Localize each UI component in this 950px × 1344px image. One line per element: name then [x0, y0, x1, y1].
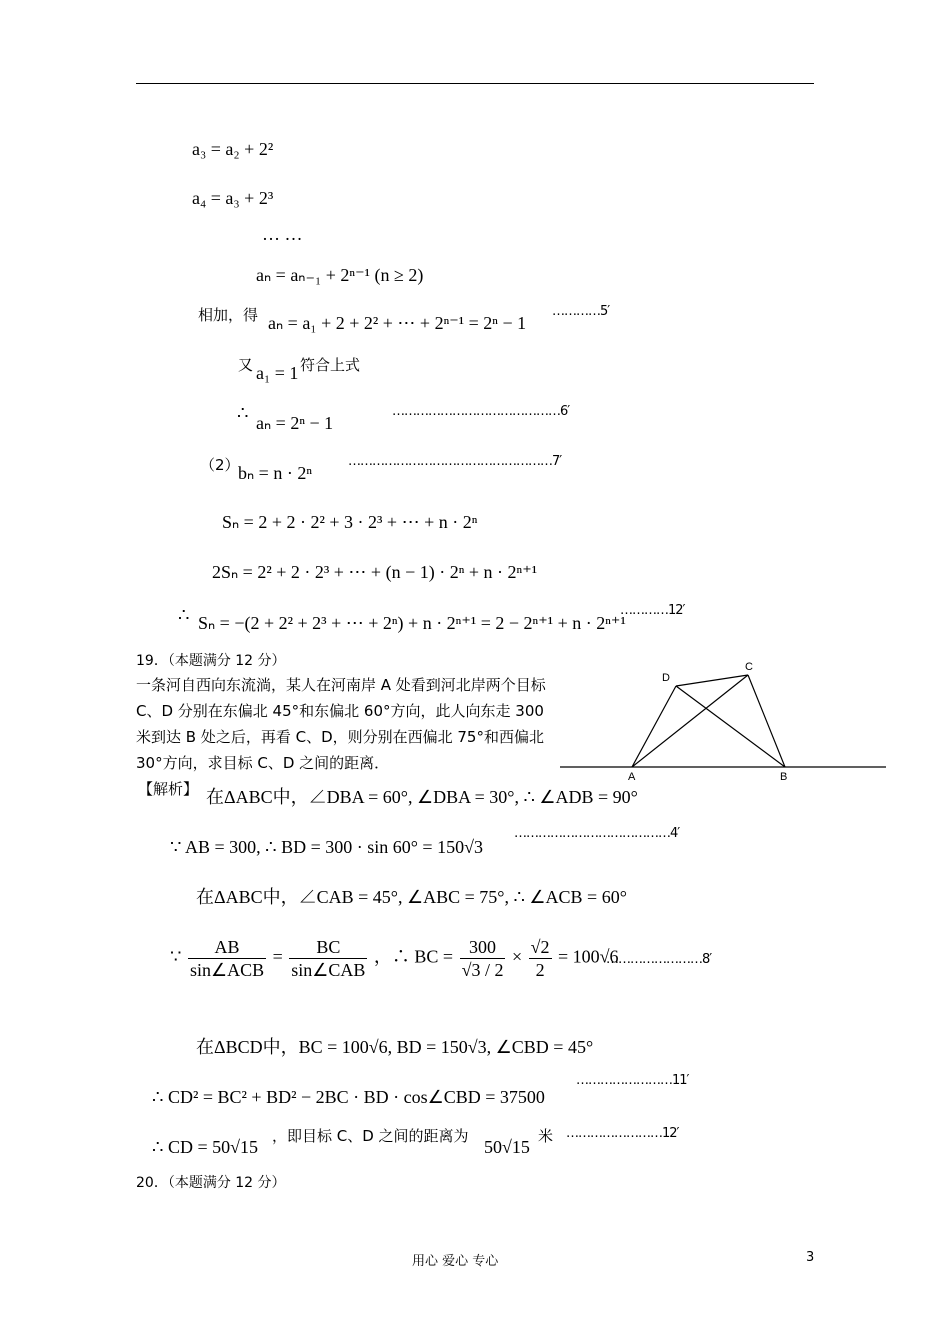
equation-a1: a₁ = 1 [256, 363, 299, 383]
fraction-denominator: sin∠ACB [189, 960, 265, 980]
solution-step-6: ∴ CD² = BC² + BD² − 2BC · BD · cos∠CBD = 37500 [152, 1087, 545, 1107]
because-symbol: ∵ [170, 946, 182, 967]
score-mark-6: ……………………………………6′ [392, 404, 570, 419]
equation-bn: bₙ = n · 2ⁿ [238, 463, 312, 483]
point-c-label: C [745, 661, 753, 673]
score-mark-12b: ……………………12′ [566, 1126, 679, 1141]
solution-step-5: 在ΔBCD中，BC = 100√6, BD = 150√3, ∠CBD = 45° [196, 1037, 594, 1057]
solution-step-1: 在ΔABC中，∠DBA = 60°, ∠DBA = 30°, ∴ ∠ADB = 90° [206, 787, 638, 807]
equation-an-closed: aₙ = 2ⁿ − 1 [256, 413, 334, 433]
score-mark-12a: …………12′ [620, 603, 685, 618]
fraction-numerator: 300 [469, 937, 497, 957]
equation-a4: a₄ = a₃ + 2³ [192, 188, 274, 208]
fraction-denominator: 2 [529, 958, 552, 981]
analysis-tag: 【解析】 [138, 780, 199, 798]
score-mark-8: ……………………8′ [606, 952, 712, 967]
solution-step-7-cd: ∴ CD = 50√15 [152, 1137, 258, 1157]
ellipsis: … … [262, 224, 303, 244]
equation-an-recursive: aₙ = aₙ₋₁ + 2ⁿ⁻¹ (n ≥ 2) [256, 265, 424, 285]
page-number: 3 [806, 1250, 815, 1265]
solution-step-2: ∵ AB = 300, ∴ BD = 300 · sin 60° = 150√3 [170, 837, 483, 857]
score-mark-4: …………………………………4′ [514, 826, 680, 841]
header-rule [136, 83, 814, 84]
therefore-bc-text: ，∴ BC = [373, 946, 454, 967]
label-fits: 符合上式 [300, 356, 361, 374]
fraction-denominator: √3 / 2 [461, 960, 504, 980]
fraction-numerator: √2 [530, 937, 550, 957]
question-20-heading: 20．（本题满分 12 分） [136, 1175, 286, 1191]
point-b-label: B [780, 771, 788, 783]
fraction-root2-over-2 [529, 936, 552, 981]
equation-2sn: 2Sₙ = 2² + 2 · 2³ + ⋯ + (n − 1) · 2ⁿ + n · 2ⁿ⁺¹ [212, 562, 538, 582]
label-sum: 相加，得 [198, 306, 259, 324]
equation-sn-result: Sₙ = −(2 + 2² + 2³ + ⋯ + 2ⁿ) + n · 2ⁿ⁺¹ = 2 − 2ⁿ⁺¹ + n · 2ⁿ⁺¹ [198, 613, 626, 633]
score-mark-5: …………5′ [552, 304, 610, 319]
river-diagram [560, 660, 890, 785]
equation-a3: a₃ = a₂ + 2² [192, 139, 274, 159]
bc-result: = 100√6 [558, 946, 619, 967]
score-mark-11: ……………………11′ [576, 1073, 689, 1088]
fraction-denominator: sin∠CAB [291, 960, 366, 980]
solution-step-4: ∵ $\frac{AB}{\text{sin∠ACB}}$ = $\frac{BC}{\text{sin∠CAB}}$ ，∴ BC = $\frac{300}{√3 / 2}$ × $\frac{√2}{2}$ = 100√6 [170, 937, 619, 980]
therefore-symbol-2: ∴ [178, 605, 190, 625]
fraction-300-over-root3-half [460, 936, 506, 981]
solution-step-7-text: ，即目标 C、D 之间的距离为 [272, 1127, 469, 1145]
footer-slogan: 用心 爱心 专心 [412, 1254, 499, 1269]
label-again: 又 [238, 356, 254, 374]
therefore-symbol: ∴ [237, 403, 249, 423]
fraction-bc-over-sin-cab [289, 936, 367, 981]
point-d-label: D [662, 672, 670, 684]
line-dc [676, 675, 748, 686]
line-ad [632, 686, 676, 767]
point-a-label: A [628, 771, 636, 783]
fraction-ab-over-sin-acb [188, 936, 266, 981]
question-19-heading: 19．（本题满分 12 分） [136, 653, 286, 669]
solution-step-7-value: 50√15 [484, 1137, 530, 1157]
equation-sn: Sₙ = 2 + 2 · 2² + 3 · 2³ + ⋯ + n · 2ⁿ [222, 512, 478, 532]
solution-step-3: 在ΔABC中，∠CAB = 45°, ∠ABC = 75°, ∴ ∠ACB = 60° [196, 887, 627, 907]
score-mark-7: ……………………………………………7′ [348, 454, 562, 469]
equation-an-sum: aₙ = a₁ + 2 + 2² + ⋯ + 2ⁿ⁻¹ = 2ⁿ − 1 [268, 313, 527, 333]
line-ac [632, 675, 748, 767]
times-symbol: × [511, 946, 523, 967]
solution-step-7-unit: 米 [538, 1127, 554, 1145]
part-2-label: （2） [200, 456, 240, 474]
question-19-text: 一条河自西向东流淌，某人在河南岸 A 处看到河北岸两个目标 C、D 分别在东偏北 45°和东偏北 60°方向，此人向东走 300 米到达 B 处之后，再看 C、D，则分别在西偏北 75°和西偏北 30°方向，求目标 C、D 之间的距离． [136, 676, 546, 772]
fraction-numerator: AB [214, 937, 240, 957]
fraction-numerator: BC [316, 937, 341, 957]
